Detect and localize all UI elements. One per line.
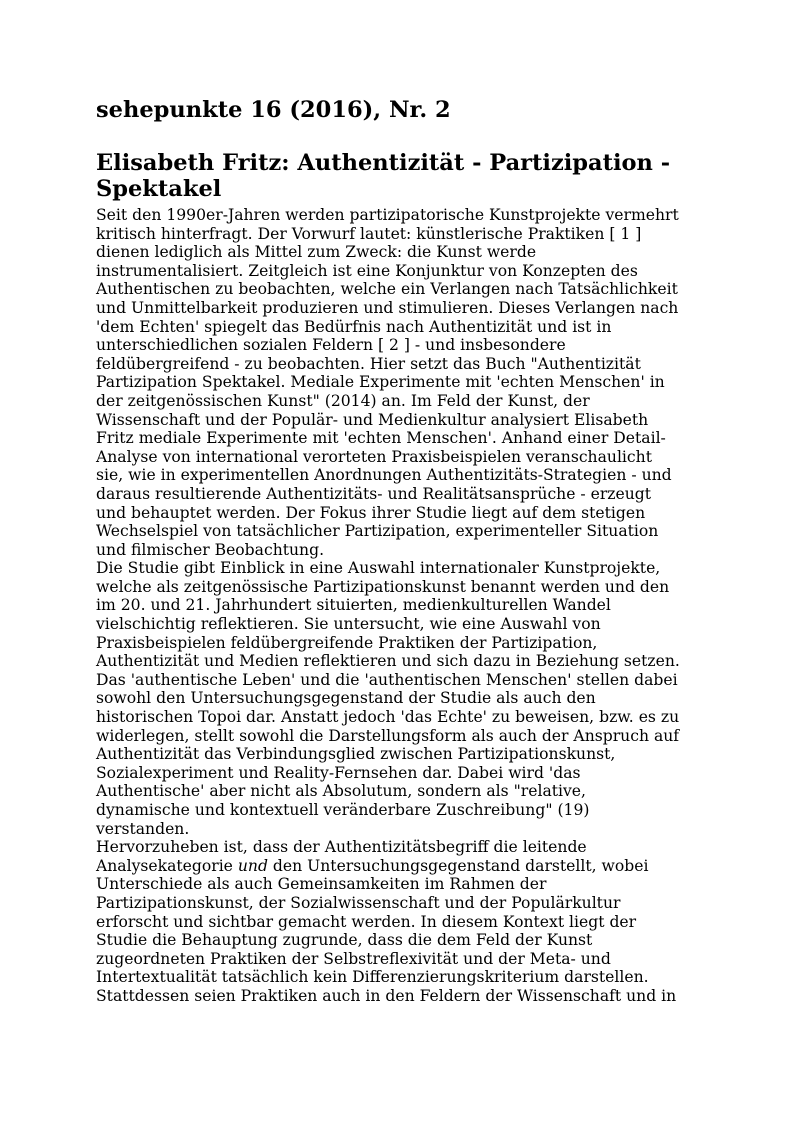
text-segment: Analysekategorie: [96, 856, 238, 875]
article-title-line: Elisabeth Fritz: Authentizität - Partizipation -: [96, 150, 671, 176]
text-line: vielschichtig reflektieren. Sie untersucht, wie eine Auswahl von: [96, 615, 601, 634]
text-line: Hervorzuheben ist, dass der Authentizitätsbegriff die leitende: [96, 838, 587, 857]
text-line: feldübergreifend - zu beobachten. Hier setzt das Buch "Authentizität: [96, 354, 641, 373]
text-line: erforscht und sichtbar gemacht werden. In diesem Kontext liegt der: [96, 912, 637, 931]
text-line: dienen lediglich als Mittel zum Zweck: die Kunst werde: [96, 243, 537, 262]
text-line: Authentizität und Medien reflektieren und sich dazu in Beziehung setzen.: [96, 652, 680, 671]
text-line: und behauptet werden. Der Fokus ihrer Studie liegt auf dem stetigen: [96, 503, 646, 522]
text-line: [96, 857, 706, 876]
text-line: instrumentalisiert. Zeitgleich ist eine Konjunktur von Konzepten des: [96, 261, 638, 280]
text-line: welche als zeitgenössische Partizipationskunst benannt werden und den: [96, 577, 670, 596]
emphasized-word: und: [237, 856, 268, 875]
text-line: verstanden.: [96, 819, 190, 838]
text-line: zugeordneten Praktiken der Selbstreflexivität und der Meta- und: [96, 949, 611, 968]
text-line: kritisch hinterfragt. Der Vorwurf lautet: künstlerische Praktiken [ 1 ]: [96, 224, 642, 243]
text-line: Authentische' aber nicht als Absolutum, sondern als "relative,: [96, 782, 586, 801]
text-line: Partizipation Spektakel. Mediale Experimente mit 'echten Menschen' in: [96, 373, 665, 392]
text-line: sie, wie in experimentellen Anordnungen Authentizitäts-Strategien - und: [96, 466, 672, 485]
text-line: dynamische und kontextuell veränderbare Zuschreibung" (19): [96, 801, 590, 819]
text-line: Analyse von international verorteten Praxisbeispielen veranschaulicht: [96, 447, 652, 466]
text-line: Wissenschaft und der Populär- und Medienkultur analysiert Elisabeth: [96, 410, 649, 429]
text-line: Unterschiede als auch Gemeinsamkeiten im Rahmen der: [96, 875, 547, 894]
text-line: und Unmittelbarkeit produzieren und stimulieren. Dieses Verlangen nach: [96, 298, 679, 317]
article-title-line: Spektakel: [96, 176, 222, 202]
text-line: Stattdessen seien Praktiken auch in den Feldern der Wissenschaft und in: [96, 986, 677, 1005]
body-paragraph-3: [96, 838, 706, 1005]
text-line: Wechselspiel von tatsächlicher Partizipation, experimenteller Situation: [96, 522, 659, 541]
text-line: unterschiedlichen sozialen Feldern [ 2 ] - und insbesondere: [96, 336, 566, 355]
text-line: Sozialexperiment und Reality-Fernsehen dar. Dabei wird 'das: [96, 763, 581, 782]
text-line: Authentischen zu beobachten, welche ein Verlangen nach Tatsächlichkeit: [96, 280, 678, 299]
text-line: sowohl den Untersuchungsgegenstand der Studie als auch den: [96, 689, 596, 708]
text-line: Studie die Behauptung zugrunde, dass die dem Feld der Kunst: [96, 931, 593, 950]
body-paragraph-2: [96, 559, 706, 838]
text-line: Das 'authentische Leben' und die 'authentischen Menschen' stellen dabei: [96, 670, 678, 689]
body-paragraph-1: [96, 206, 706, 559]
text-line: daraus resultierende Authentizitäts- und Realitätsansprüche - erzeugt: [96, 484, 652, 503]
text-line: und filmischer Beobachtung.: [96, 540, 325, 559]
text-line: Die Studie gibt Einblick in eine Auswahl internationaler Kunstprojekte,: [96, 559, 661, 578]
text-line: Praxisbeispielen feldübergreifende Praktiken der Partizipation,: [96, 633, 598, 652]
journal-heading: sehepunkte 16 (2016), Nr. 2: [96, 97, 451, 123]
text-line: widerlegen, stellt sowohl die Darstellungsform als auch der Anspruch auf: [96, 726, 680, 745]
text-line: Intertextualität tatsächlich kein Differenzierungskriterium darstellen.: [96, 968, 649, 987]
text-line: Fritz mediale Experimente mit 'echten Menschen'. Anhand einer Detail-: [96, 429, 666, 448]
text-line: der zeitgenössischen Kunst" (2014) an. Im Feld der Kunst, der: [96, 391, 590, 410]
text-line: Authentizität das Verbindungsglied zwischen Partizipationskunst,: [96, 745, 616, 764]
text-line: 'dem Echten' spiegelt das Bedürfnis nach Authentizität und ist in: [96, 317, 612, 336]
text-line: Partizipationskunst, der Sozialwissenschaft und der Populärkultur: [96, 893, 621, 912]
text-line: Seit den 1990er-Jahren werden partizipatorische Kunstprojekte vermehrt: [96, 206, 679, 224]
document-page: [96, 96, 706, 1006]
text-line: historischen Topoi dar. Anstatt jedoch 'das Echte' zu beweisen, bzw. es zu: [96, 708, 680, 727]
text-line: im 20. und 21. Jahrhundert situierten, medienkulturellen Wandel: [96, 596, 611, 615]
text-segment: den Untersuchungsgegenstand darstellt, wobei: [267, 856, 649, 875]
article-title: [96, 150, 706, 202]
